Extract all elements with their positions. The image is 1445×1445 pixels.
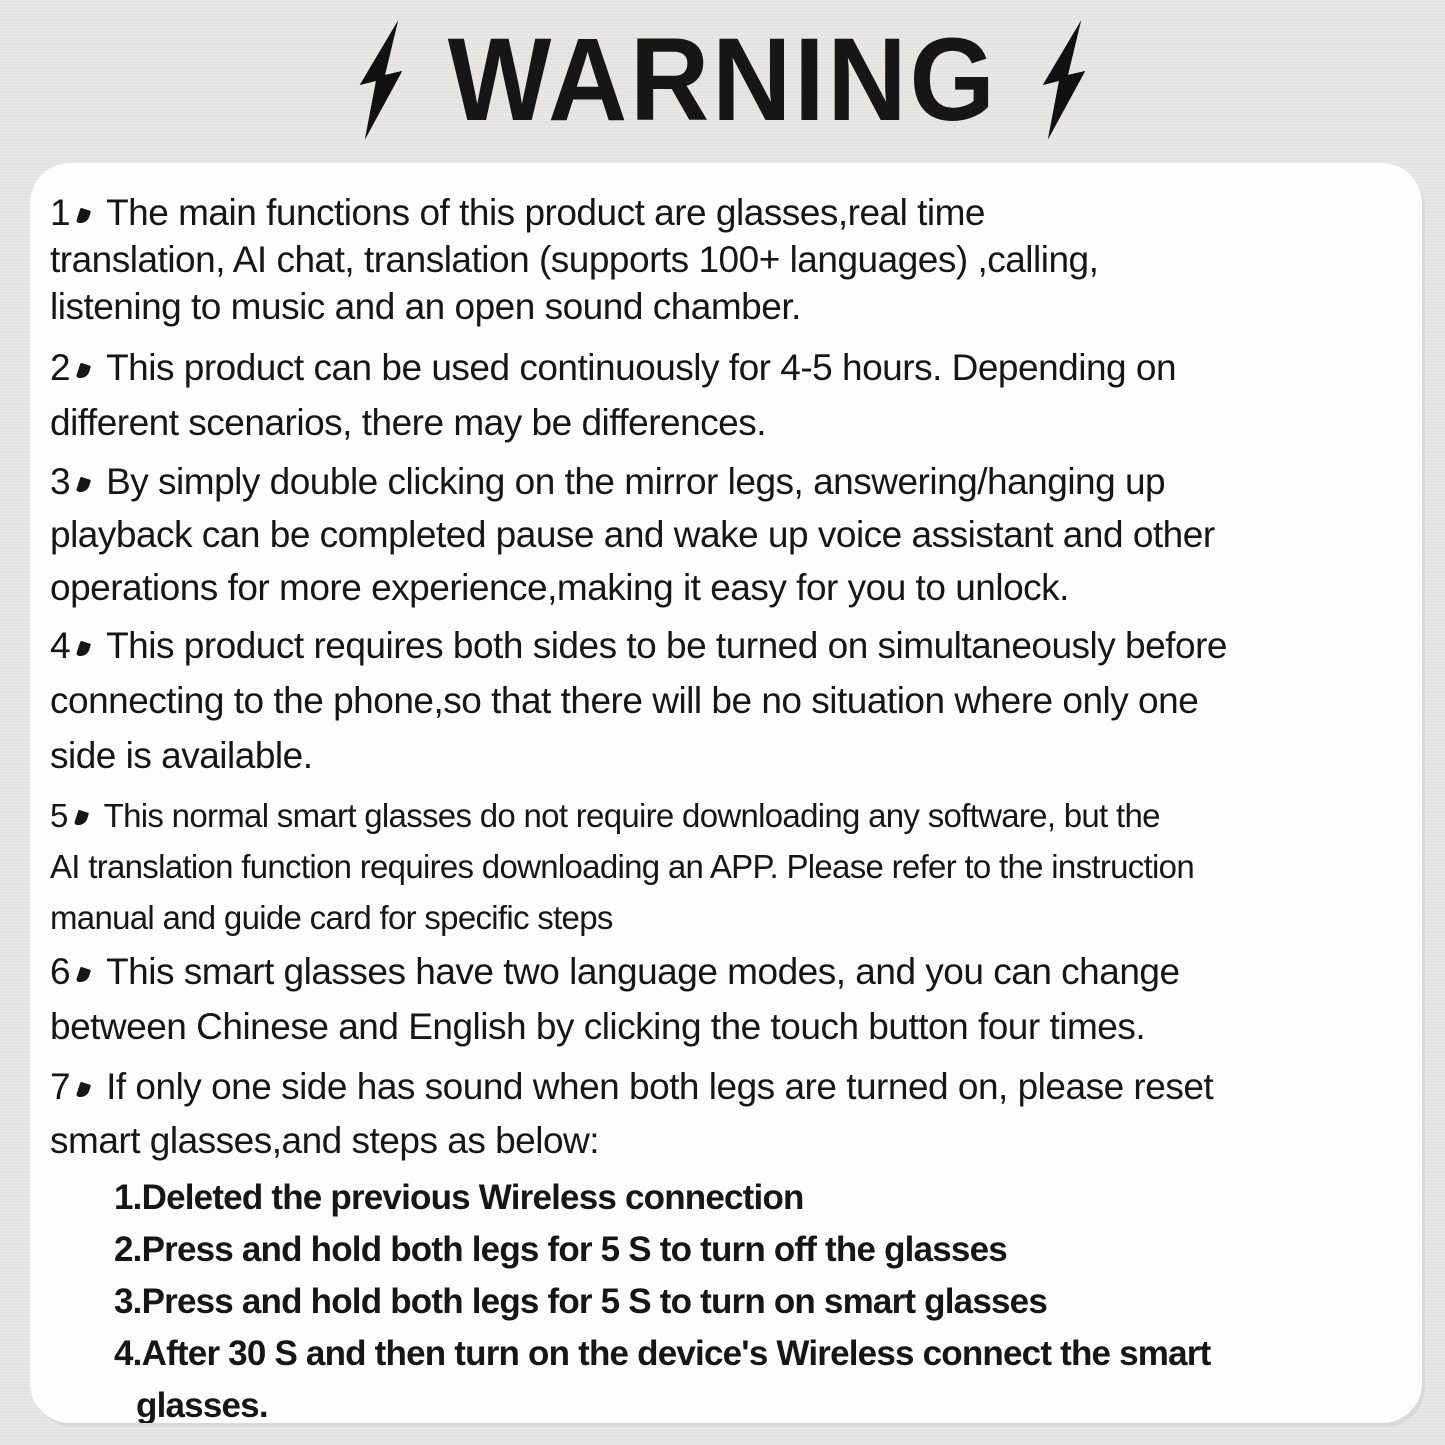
notice-text: This normal smart glasses do not require downloading any software, but the — [103, 797, 1160, 834]
notice-text: This smart glasses have two language modes, and you can change — [106, 951, 1180, 992]
ideographic-comma — [70, 476, 106, 494]
lightning-bolt-icon — [357, 20, 405, 140]
step-line: 1.Deleted the previous Wireless connection — [114, 1178, 804, 1217]
notice-line — [50, 189, 1404, 236]
reset-steps-list — [50, 1172, 1404, 1423]
notice-line: connecting to the phone,so that there will be no situation where only one — [50, 680, 1199, 721]
step-line: 3.Press and hold both legs for 5 S to turn on smart glasses — [114, 1282, 1048, 1321]
notice-text: By simply double clicking on the mirror legs, answering/hanging up — [106, 461, 1166, 502]
lightning-bolt-icon — [1040, 20, 1088, 140]
notice-number: 3 — [50, 461, 71, 502]
notice-line — [50, 618, 1404, 673]
notice-item-4 — [50, 618, 1404, 783]
reset-step-3 — [114, 1276, 1404, 1328]
notice-line: operations for more experience,making it easy for you to unlock. — [50, 567, 1069, 608]
notice-item-7 — [50, 1060, 1404, 1168]
notice-item-2 — [50, 340, 1404, 450]
ideographic-comma — [70, 966, 106, 984]
notice-text: This product can be used continuously for 4-5 hours. Depending on — [106, 347, 1177, 388]
ideographic-comma — [70, 640, 106, 658]
warning-header — [0, 14, 1445, 146]
notice-line: translation, AI chat, translation (supports 100+ languages) ,calling, — [50, 239, 1099, 280]
notice-number: 5 — [50, 797, 68, 834]
notice-line — [50, 1060, 1404, 1114]
notice-line: smart glasses,and steps as below: — [50, 1120, 600, 1161]
ideographic-comma — [70, 1081, 106, 1099]
reset-step-1 — [114, 1172, 1404, 1224]
notice-item-6 — [50, 944, 1404, 1054]
notice-line — [50, 340, 1404, 395]
notice-number: 2 — [50, 347, 71, 388]
reset-step-2 — [114, 1224, 1404, 1276]
notice-item-3 — [50, 455, 1404, 614]
notice-item-5 — [50, 790, 1404, 943]
notice-line: different scenarios, there may be differences. — [50, 402, 767, 443]
step-line: 4.After 30 S and then turn on the device's Wireless connect the smart — [114, 1334, 1211, 1373]
notice-text: If only one side has sound when both legs are turned on, please reset — [106, 1066, 1214, 1107]
notice-line: listening to music and an open sound chamber. — [50, 286, 801, 327]
notice-line — [50, 455, 1404, 508]
notice-line: playback can be completed pause and wake up voice assistant and other — [50, 514, 1215, 555]
page-title: WARNING — [447, 14, 998, 146]
step-line: 2.Press and hold both legs for 5 S to turn off the glasses — [114, 1230, 1007, 1269]
step-line: glasses. — [136, 1386, 268, 1423]
notice-text: The main functions of this product are glasses,real time — [106, 192, 986, 233]
notice-card — [30, 163, 1422, 1423]
notice-line: manual and guide card for specific steps — [50, 899, 613, 936]
reset-step-4 — [114, 1328, 1404, 1423]
notice-number: 1 — [50, 192, 71, 233]
notice-line: side is available. — [50, 735, 313, 776]
ideographic-comma — [68, 809, 104, 827]
notice-number: 6 — [50, 951, 71, 992]
notice-line: between Chinese and English by clicking the touch button four times. — [50, 1006, 1146, 1047]
notice-line: AI translation function requires downloading an APP. Please refer to the instruction — [50, 848, 1194, 885]
notice-number: 4 — [50, 625, 71, 666]
notice-number: 7 — [50, 1066, 71, 1107]
ideographic-comma — [70, 207, 106, 225]
notice-line — [50, 790, 1404, 841]
notice-text: This product requires both sides to be turned on simultaneously before — [106, 625, 1227, 666]
notice-item-1 — [50, 189, 1404, 330]
notice-line — [50, 944, 1404, 999]
ideographic-comma — [70, 362, 106, 380]
